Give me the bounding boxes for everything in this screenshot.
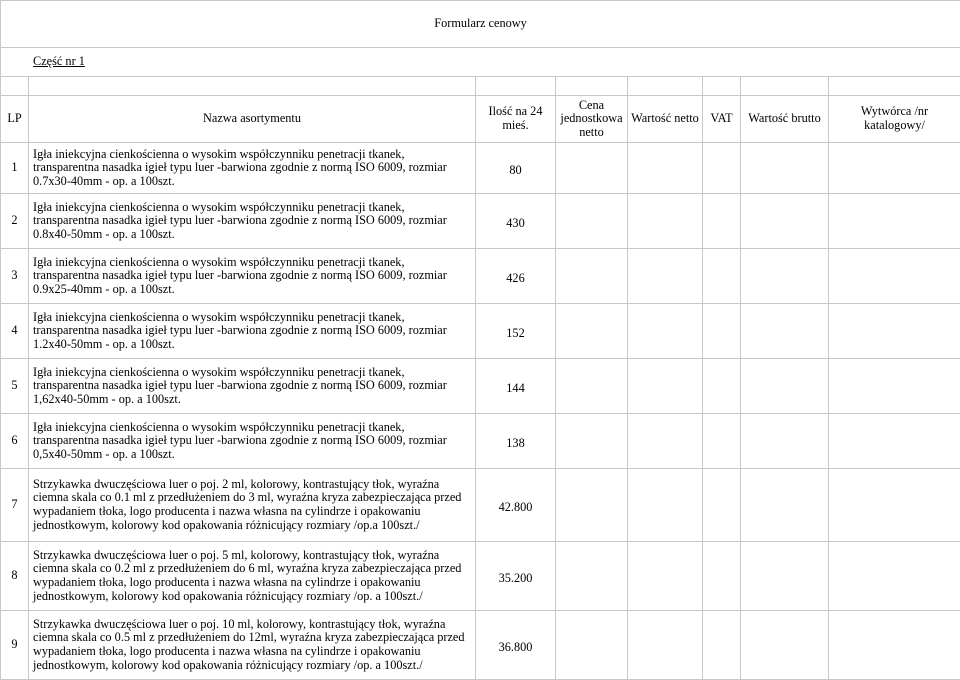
row-producer-cell: [829, 359, 960, 414]
blank-cell: [29, 77, 476, 96]
table-row: [1, 542, 960, 611]
row-lp: 8: [1, 542, 29, 611]
row-unit-price-cell: [556, 194, 628, 249]
row-net-value-cell: [628, 414, 703, 469]
row-gross-value-cell: [741, 414, 829, 469]
row-producer-cell: [829, 249, 960, 304]
table-row: [1, 143, 960, 194]
row-item-name: Strzykawka dwuczęściowa luer o poj. 10 ml, kolorowy, kontrastujący tłok, wyraźna ciemna skala co 0.5 ml z przedłużeniem do 12ml, wyraźna kryza zabezpieczająca przed wypadaniem tłoka, logo producenta i nazwa własna na cylindrze i opakowaniu jednostkowym, kolorowy kod opakowania różnicujący rozmiary /op. a 100szt./: [29, 611, 476, 680]
row-net-value-cell: [628, 542, 703, 611]
row-unit-price-cell: [556, 414, 628, 469]
row-lp: 3: [1, 249, 29, 304]
blank-cell: [741, 77, 829, 96]
row-unit-price-cell: [556, 611, 628, 680]
row-net-value-cell: [628, 611, 703, 680]
row-gross-value-cell: [741, 611, 829, 680]
row-producer-cell: [829, 304, 960, 359]
row-gross-value-cell: [741, 359, 829, 414]
blank-cell: [556, 77, 628, 96]
row-gross-value-cell: [741, 143, 829, 194]
row-vat-cell: [703, 143, 741, 194]
row-gross-value-cell: [741, 469, 829, 542]
row-lp: 2: [1, 194, 29, 249]
row-net-value-cell: [628, 359, 703, 414]
row-net-value-cell: [628, 143, 703, 194]
section-title: Część nr 1: [1, 48, 960, 77]
row-quantity: 430: [476, 194, 556, 249]
row-item-name: Igła iniekcyjna cienkościenna o wysokim współczynniku penetracji tkanek, transparentna nasadka igieł typu luer -barwiona zgodnie z normą ISO 6009, rozmiar 0,5x40-50mm - op. a 100szt.: [29, 414, 476, 469]
blank-cell: [1, 77, 29, 96]
row-item-name: Igła iniekcyjna cienkościenna o wysokim współczynniku penetracji tkanek, transparentna nasadka igieł typu luer -barwiona zgodnie z normą ISO 6009, rozmiar 1.2x40-50mm - op. a 100szt.: [29, 304, 476, 359]
row-item-name: Igła iniekcyjna cienkościenna o wysokim współczynniku penetracji tkanek, transparentna nasadka igieł typu luer -barwiona zgodnie z normą ISO 6009, rozmiar 0.8x40-50mm - op. a 100szt.: [29, 194, 476, 249]
header-net-value: Wartość netto: [628, 96, 703, 143]
row-unit-price-cell: [556, 469, 628, 542]
header-gross-value: Wartość brutto: [741, 96, 829, 143]
row-vat-cell: [703, 359, 741, 414]
header-unit-price: Cena jednostkowa netto: [556, 96, 628, 143]
row-net-value-cell: [628, 249, 703, 304]
row-vat-cell: [703, 194, 741, 249]
row-unit-price-cell: [556, 359, 628, 414]
header-lp: LP: [1, 96, 29, 143]
row-gross-value-cell: [741, 304, 829, 359]
row-vat-cell: [703, 304, 741, 359]
table-row: [1, 611, 960, 680]
table-row: [1, 194, 960, 249]
row-lp: 7: [1, 469, 29, 542]
row-lp: 9: [1, 611, 29, 680]
row-item-name: Igła iniekcyjna cienkościenna o wysokim współczynniku penetracji tkanek, transparentna nasadka igieł typu luer -barwiona zgodnie z normą ISO 6009, rozmiar 0.9x25-40mm - op. a 100szt.: [29, 249, 476, 304]
row-quantity: 35.200: [476, 542, 556, 611]
row-producer-cell: [829, 469, 960, 542]
row-gross-value-cell: [741, 542, 829, 611]
row-item-name: Igła iniekcyjna cienkościenna o wysokim współczynniku penetracji tkanek, transparentna nasadka igieł typu luer -barwiona zgodnie z normą ISO 6009, rozmiar 1,62x40-50mm - op. a 100szt.: [29, 359, 476, 414]
table-row: [1, 469, 960, 542]
header-name: Nazwa asortymentu: [29, 96, 476, 143]
blank-cell: [703, 77, 741, 96]
row-gross-value-cell: [741, 249, 829, 304]
row-net-value-cell: [628, 304, 703, 359]
row-unit-price-cell: [556, 143, 628, 194]
blank-cell: [476, 77, 556, 96]
row-quantity: 36.800: [476, 611, 556, 680]
row-producer-cell: [829, 143, 960, 194]
row-vat-cell: [703, 249, 741, 304]
row-quantity: 138: [476, 414, 556, 469]
header-qty: Ilość na 24 mieś.: [476, 96, 556, 143]
row-net-value-cell: [628, 194, 703, 249]
table-header-row: [1, 96, 960, 143]
row-producer-cell: [829, 542, 960, 611]
table-row: [1, 304, 960, 359]
row-quantity: 42.800: [476, 469, 556, 542]
table-row: [1, 249, 960, 304]
row-item-name: Strzykawka dwuczęściowa luer o poj. 5 ml, kolorowy, kontrastujący tłok, wyraźna ciemna skala co 0.2 ml z przedłużeniem do 6 ml, wyraźna kryza zabezpieczająca przed wypadaniem tłoka, logo producenta i nazwa własna na cylindrze i opakowaniu jednostkowym, kolorowy kod opakowania różnicujący rozmiary /op. a 100szt./: [29, 542, 476, 611]
row-gross-value-cell: [741, 194, 829, 249]
row-quantity: 144: [476, 359, 556, 414]
row-quantity: 80: [476, 143, 556, 194]
header-vat: VAT: [703, 96, 741, 143]
row-item-name: Strzykawka dwuczęściowa luer o poj. 2 ml, kolorowy, kontrastujący tłok, wyraźna ciemna skala co 0.1 ml z przedłużeniem do 3 ml, wyraźna kryza zabezpieczająca przed wypadaniem tłoka, logo producenta i nazwa własna na cylindrze i opakowaniu jednostkowym, kolorowy kod opakowania różnicujący rozmiary /op.a 100szt./: [29, 469, 476, 542]
row-item-name: Igła iniekcyjna cienkościenna o wysokim współczynniku penetracji tkanek, transparentna nasadka igieł typu luer -barwiona zgodnie z normą ISO 6009, rozmiar 0.7x30-40mm - op. a 100szt.: [29, 143, 476, 194]
table-row: [1, 414, 960, 469]
blank-cell: [829, 77, 960, 96]
row-producer-cell: [829, 194, 960, 249]
row-quantity: 426: [476, 249, 556, 304]
row-net-value-cell: [628, 469, 703, 542]
row-producer-cell: [829, 611, 960, 680]
row-unit-price-cell: [556, 304, 628, 359]
row-lp: 6: [1, 414, 29, 469]
row-vat-cell: [703, 414, 741, 469]
page-title: Formularz cenowy: [1, 1, 960, 48]
row-vat-cell: [703, 469, 741, 542]
header-producer: Wytwórca /nr katalogowy/: [829, 96, 960, 143]
row-lp: 1: [1, 143, 29, 194]
row-unit-price-cell: [556, 542, 628, 611]
row-unit-price-cell: [556, 249, 628, 304]
row-lp: 4: [1, 304, 29, 359]
row-lp: 5: [1, 359, 29, 414]
row-vat-cell: [703, 542, 741, 611]
table-row: [1, 359, 960, 414]
row-vat-cell: [703, 611, 741, 680]
row-quantity: 152: [476, 304, 556, 359]
blank-cell: [628, 77, 703, 96]
row-producer-cell: [829, 414, 960, 469]
